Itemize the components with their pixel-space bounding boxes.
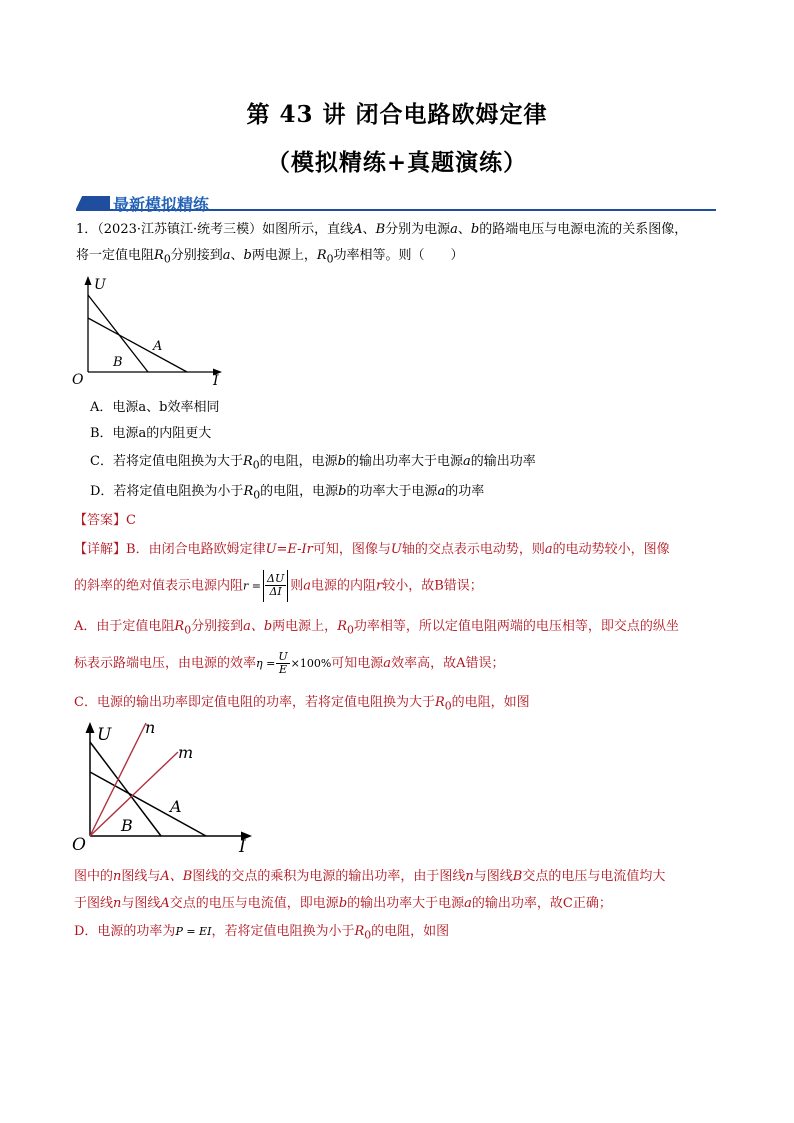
- frac-den: E: [278, 663, 287, 676]
- var-r: r: [376, 578, 383, 594]
- text: 如图所示，直线: [262, 222, 354, 237]
- text: C．若将定值电阻换为大于: [90, 454, 243, 469]
- var-R0: R: [243, 484, 254, 499]
- question-source: （2023·江苏镇江·统考三模）: [97, 222, 263, 237]
- var-a: a: [383, 656, 392, 671]
- var-R0-sub: 0: [326, 252, 334, 266]
- text: 分别为电源: [385, 222, 451, 237]
- graph-1: [66, 272, 236, 390]
- var-a: a: [450, 222, 458, 237]
- graph-2-label-m: m: [178, 743, 194, 762]
- graph-2-label-A: A: [170, 797, 182, 816]
- text: 图线与: [121, 869, 161, 884]
- text: 分别接到: [170, 248, 223, 263]
- detail-line-1: [74, 540, 670, 560]
- text: C．电源的输出功率即定值电阻的功率，若将定值电阻换为大于: [74, 695, 435, 710]
- section-banner: 最新模拟精练: [113, 195, 210, 214]
- var-A: A: [353, 222, 363, 237]
- text: 标表示路端电压，由电源的效率: [74, 656, 257, 671]
- var-a: a: [544, 542, 553, 557]
- text: 的功率: [445, 484, 485, 499]
- formula-eta: η =: [256, 657, 276, 670]
- text: 效率高，故A错误；: [391, 656, 505, 671]
- question-line-2: [76, 246, 464, 270]
- graph-2-label-B: B: [121, 816, 133, 835]
- graph-2-label-n: n: [145, 718, 156, 737]
- var-AB: A、B: [160, 869, 193, 884]
- graph-1-label-I: I: [213, 373, 219, 389]
- detail-line-3: [74, 617, 679, 641]
- graph-2-label-O: O: [72, 835, 86, 855]
- graph-1-line-A: [88, 318, 187, 372]
- text: 交点的电压与电流值，即电源: [169, 896, 339, 911]
- text: A．由于定值电阻: [74, 619, 175, 634]
- text: 的输出功率: [470, 454, 536, 469]
- var-R0: R: [154, 248, 164, 263]
- text: 两电源上，: [251, 248, 317, 263]
- text: 的电阻，电源: [259, 454, 338, 469]
- graph-1-label-A: A: [153, 339, 163, 354]
- var-R0: R: [242, 454, 253, 469]
- detail-label: 【详解】: [74, 542, 127, 557]
- text: 分别接到: [191, 619, 244, 634]
- answer: [74, 511, 136, 531]
- text: 两电源上，: [272, 619, 338, 634]
- frac-num: U: [278, 650, 288, 663]
- frac-den: ΔI: [269, 585, 282, 598]
- var-b: b: [243, 248, 252, 263]
- text: 轴的交点表示电动势，则: [401, 542, 545, 557]
- var-R0-sub: 0: [184, 623, 192, 637]
- graph-2-label-U: U: [97, 725, 112, 745]
- abs-bars: [263, 570, 288, 602]
- answer-label: 【答案】: [74, 513, 127, 528]
- var-R0: R: [434, 695, 445, 710]
- var-R0: R: [337, 619, 347, 634]
- var-U: U: [390, 542, 402, 557]
- var-A: A: [160, 896, 170, 911]
- text: 功率相等，所以定值电阻两端的电压相等，即交点的纵坐: [353, 619, 679, 634]
- text: 的输出功率大于电源: [345, 454, 463, 469]
- text: 的电阻，电源: [260, 484, 339, 499]
- text: 、: [230, 248, 244, 263]
- text: 交点的电压与电流值均大: [522, 869, 666, 884]
- graph-1-y-arrow: [85, 276, 92, 285]
- formula-r: r =: [243, 579, 261, 593]
- text: 的电阻，如图: [371, 924, 450, 939]
- answer-value: C: [126, 513, 136, 528]
- text: 可知电源: [331, 656, 384, 671]
- option-B: B．电源a的内阻更大: [90, 426, 212, 441]
- var-R0: R: [354, 924, 365, 939]
- var-R0-sub: 0: [163, 252, 171, 266]
- text: 图中的: [74, 869, 114, 884]
- var-B: B: [375, 222, 386, 237]
- text: D．若将定值电阻换为小于: [90, 484, 244, 499]
- option-C: [90, 452, 536, 476]
- detail-line-8: [74, 922, 449, 946]
- graph-2: [66, 716, 266, 858]
- question-number: 1．: [76, 222, 98, 237]
- var-b: b: [470, 222, 480, 237]
- detail-line-2: [74, 570, 483, 603]
- var-ab: a、b: [243, 619, 273, 634]
- graph-1-label-O: O: [72, 372, 84, 388]
- text: 的电动势较小，图像: [552, 542, 670, 557]
- var-a: a: [303, 578, 311, 594]
- text: 将一定值电阻: [76, 248, 155, 263]
- banner-decoration: [76, 196, 110, 209]
- var-b: b: [337, 454, 346, 469]
- var-n: n: [113, 869, 122, 884]
- text: 较小，故B错误；: [382, 578, 483, 594]
- text: 于图线: [74, 896, 114, 911]
- fraction-dU-dI: [265, 573, 286, 598]
- option-D: [90, 482, 484, 506]
- text: D．电源的功率为: [74, 924, 176, 939]
- formula-percent: ×100%: [290, 657, 332, 670]
- page-subtitle: （模拟精练+真题演练）: [266, 149, 528, 176]
- var-a: a: [463, 454, 471, 469]
- fraction-U-E: [276, 651, 289, 676]
- var-R0: R: [174, 619, 185, 634]
- var-R0-sub: 0: [364, 928, 372, 942]
- var-n: n: [465, 869, 474, 884]
- var-R0-sub: 0: [253, 488, 261, 502]
- text: 的输出功率，故C正确；: [471, 896, 612, 911]
- text: 可知，图像与: [312, 542, 391, 557]
- text: 则: [290, 578, 304, 594]
- graph-2-y-arrow: [86, 722, 95, 733]
- text: B．由闭合电路欧姆定律: [126, 542, 266, 557]
- var-a: a: [222, 248, 231, 263]
- text: 、: [457, 222, 471, 237]
- text: 与图线: [121, 896, 161, 911]
- formula-power: P = EI: [175, 925, 212, 938]
- text: 与图线: [473, 869, 513, 884]
- detail-line-6: [74, 867, 665, 887]
- detail-line-5: [74, 693, 530, 717]
- text: 的功率大于电源: [346, 484, 438, 499]
- question-line-1: [76, 220, 687, 240]
- text: 电源的内阻: [311, 578, 377, 594]
- var-R0: R: [316, 248, 327, 263]
- var-R0-sub: 0: [346, 623, 354, 637]
- text: 的输出功率大于电源: [347, 896, 465, 911]
- graph-2-line-m: [90, 752, 178, 836]
- var-a: a: [437, 484, 446, 499]
- var-a: a: [464, 896, 472, 911]
- var-B: B: [512, 869, 523, 884]
- text: 的斜率的绝对值表示电源内阻: [74, 578, 244, 594]
- graph-2-label-I: I: [239, 837, 246, 857]
- text: 的电阻，如图: [451, 695, 530, 710]
- frac-num: ΔU: [267, 572, 285, 585]
- text: 图线的交点的乘积为电源的输出功率，由于图线: [192, 869, 466, 884]
- var-n: n: [113, 896, 122, 911]
- graph-1-label-B: B: [113, 355, 123, 370]
- detail-line-4: [74, 648, 504, 680]
- var-b: b: [338, 896, 348, 911]
- graph-1-label-U: U: [94, 277, 106, 293]
- text: 的路端电压与电源电流的关系图像，: [479, 222, 688, 237]
- option-A: A．电源a、b效率相同: [90, 400, 220, 415]
- page-title: 第 43 讲 闭合电路欧姆定律: [246, 101, 548, 128]
- var-R0-sub: 0: [444, 699, 452, 713]
- text: 、: [362, 222, 376, 237]
- var-b: b: [338, 484, 347, 499]
- text: ，若将定值电阻换为小于: [211, 924, 355, 939]
- var-R0-sub: 0: [252, 458, 260, 472]
- formula-ohm: U=E-Ir: [265, 542, 313, 557]
- detail-line-7: [74, 894, 612, 914]
- text: 功率相等。则（ ）: [333, 248, 464, 263]
